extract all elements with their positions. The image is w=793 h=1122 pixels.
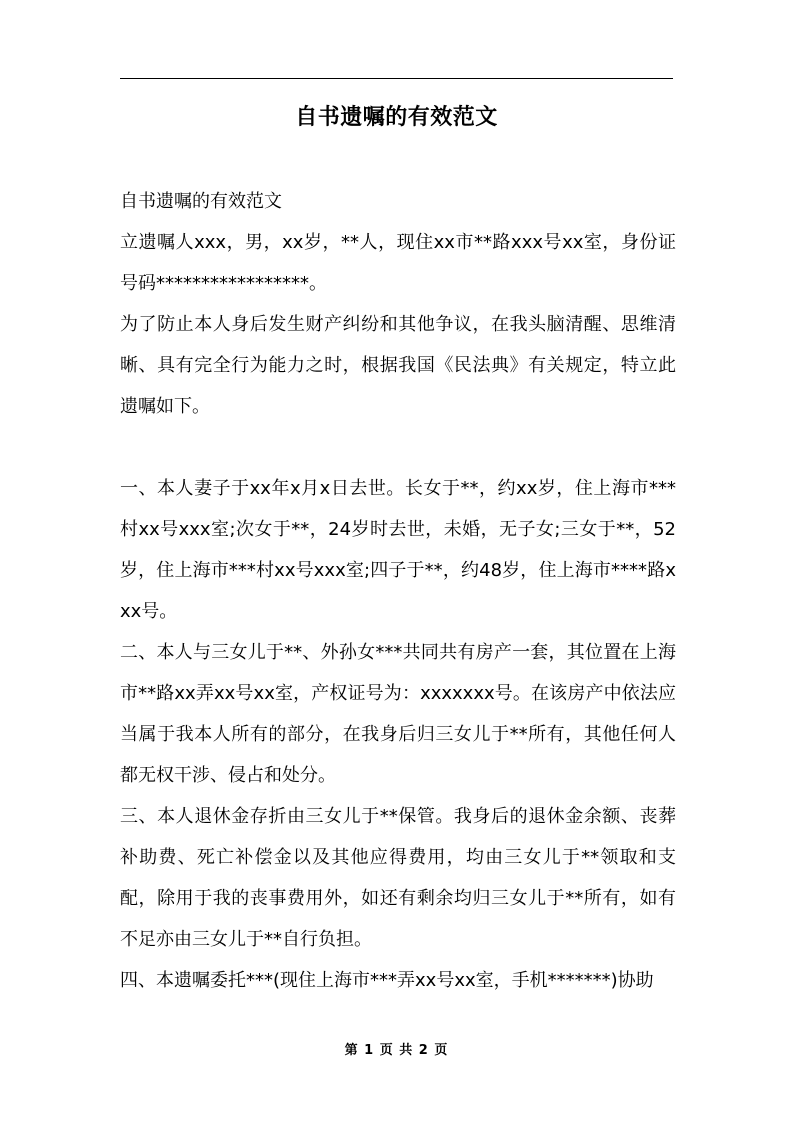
body-blank-line [120,427,676,468]
body-paragraph-purpose: 为了防止本人身后发生财产纠纷和其他争议，在我头脑清醒、思维清晰、具有完全行为能力之时，根据我国《民法典》有关规定，特立此遗嘱如下。 [120,314,676,417]
page-number: 第 1 页 共 2 页 [344,1043,449,1058]
body-paragraph-testator: 立遗嘱人xxx，男，xx岁，**人，现住xx市**路xxx号xx室，身份证号码*****************。 [120,232,676,294]
body-paragraph-clause-2: 二、本人与三女儿于**、外孙女***共同共有房产一套，其位置在上海市**路xx弄xx号xx室，产权证号为：xxxxxxx号。在该房产中依法应当属于我本人所有的部分，在我身后归三女儿于**所有，其他任何人都无权干涉、侵占和处分。 [120,642,676,786]
body-paragraph-heading: 自书遗嘱的有效范文 [120,191,282,212]
body-paragraph-clause-1: 一、本人妻子于xx年x月x日去世。长女于**，约xx岁，住上海市***村xx号xxx室;次女于**，24岁时去世，未婚，无子女;三女于**，52岁，住上海市***村xx号xxx室;四子于**，约48岁，住上海市****路xxx号。 [120,478,676,622]
body-paragraph-clause-4: 四、本遗嘱委托***(现住上海市***弄xx号xx室，手机*******)协助 [120,970,654,991]
document-title: 自书遗嘱的有效范文 [295,105,498,130]
document-body [120,181,676,1001]
header-rule [120,78,673,79]
body-paragraph-clause-3: 三、本人退休金存折由三女儿于**保管。我身后的退休金余额、丧葬补助费、死亡补偿金以及其他应得费用，均由三女儿于**领取和支配，除用于我的丧事费用外，如还有剩余均归三女儿于**所有，如有不足亦由三女儿于**自行负担。 [120,806,676,950]
